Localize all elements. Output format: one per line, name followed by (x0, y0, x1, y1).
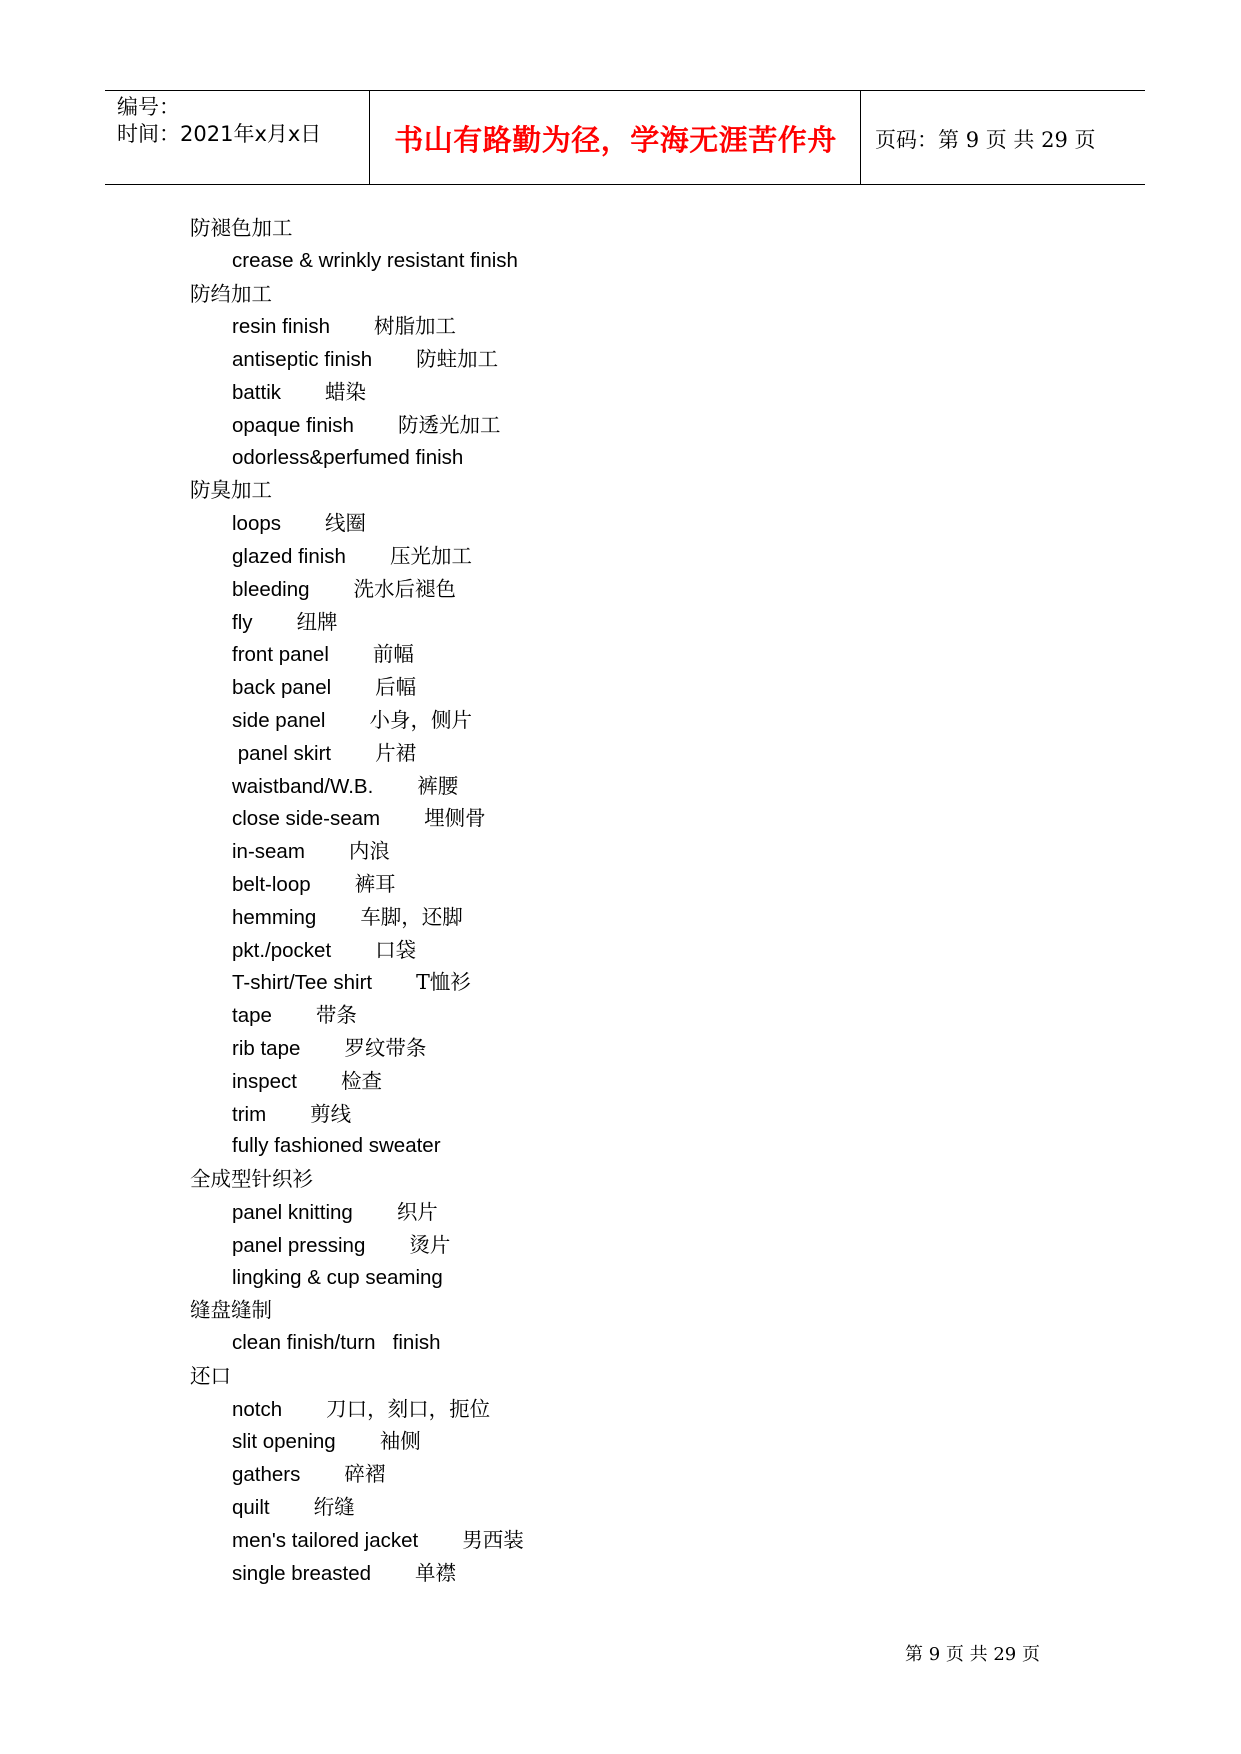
glossary-entry (0, 343, 1241, 376)
english-term: inspect (232, 1069, 297, 1093)
english-term: crease & wrinkly resistant finish (232, 248, 518, 272)
english-term: bleeding (232, 577, 310, 601)
chinese-translation: T恤衫 (416, 970, 471, 995)
english-term: odorless&perfumed finish (232, 445, 464, 469)
number-label: 编号： (117, 95, 180, 119)
chinese-translation: 蜡染 (325, 379, 366, 404)
english-term: loops (232, 512, 282, 536)
page-label-suffix: 页 (1074, 128, 1096, 152)
english-term: belt-loop (232, 872, 311, 896)
glossary-entry (0, 606, 1241, 639)
chinese-translation: 片裙 (375, 740, 417, 765)
glossary-entry (0, 802, 1241, 835)
glossary-entry (0, 671, 1241, 704)
chinese-term: 还口 (190, 1363, 231, 1388)
glossary-entry (0, 1425, 1241, 1458)
glossary-entry (0, 376, 1241, 409)
chinese-translation: 织片 (396, 1199, 438, 1224)
glossary-term-chinese (0, 474, 1241, 507)
chinese-term: 防绉加工 (190, 281, 272, 306)
english-term: rib tape (232, 1036, 301, 1060)
chinese-translation: 单襟 (415, 1560, 457, 1585)
time-label: 时间：2021年x月x日 (117, 122, 322, 146)
chinese-translation: 烫片 (409, 1232, 451, 1257)
english-term: hemming (232, 905, 317, 929)
chinese-translation: 防透光加工 (397, 412, 501, 437)
glossary-entry (0, 901, 1241, 934)
english-term: waistband/W.B. (232, 774, 374, 798)
glossary-list (0, 212, 1241, 1589)
chinese-translation: 埋侧骨 (424, 806, 486, 831)
chinese-translation: 检查 (340, 1068, 382, 1093)
header-divider (860, 91, 861, 184)
glossary-entry (0, 835, 1241, 868)
header-motto: 书山有路勤为径，学海无涯苦作舟 (394, 123, 837, 157)
chinese-translation: 碎褶 (344, 1462, 386, 1487)
chinese-term: 防臭加工 (190, 478, 272, 503)
chinese-translation: 前幅 (372, 642, 414, 667)
glossary-entry (0, 507, 1241, 540)
english-term: front panel (232, 643, 329, 667)
glossary-entry (0, 1393, 1241, 1426)
page-label-mid: 页 共 (985, 128, 1035, 152)
glossary-entry (0, 1262, 1241, 1295)
english-term: single breasted (232, 1561, 372, 1585)
chinese-translation: 带条 (315, 1003, 357, 1028)
glossary-term-chinese (0, 278, 1241, 311)
english-term: opaque finish (232, 413, 354, 437)
english-term: lingking & cup seaming (232, 1265, 443, 1289)
english-term: clean finish/turn finish (232, 1331, 441, 1355)
english-term: notch (232, 1397, 283, 1421)
english-term: panel knitting (232, 1200, 353, 1224)
english-term: close side-seam (232, 807, 381, 831)
chinese-translation: 刀口，刻口，扼位 (326, 1396, 491, 1421)
glossary-entry (0, 1130, 1241, 1163)
glossary-entry (0, 966, 1241, 999)
english-term: slit opening (232, 1430, 336, 1454)
glossary-term-chinese (0, 1163, 1241, 1196)
glossary-entry (0, 1557, 1241, 1590)
glossary-entry (0, 868, 1241, 901)
chinese-translation: 内浪 (348, 839, 390, 864)
english-term: panel skirt (232, 741, 332, 765)
glossary-entry (0, 540, 1241, 573)
page-label-prefix: 页码：第 (875, 128, 959, 152)
glossary-entry (0, 1458, 1241, 1491)
english-term: trim (232, 1102, 267, 1126)
english-term: panel pressing (232, 1233, 366, 1257)
chinese-translation: 绗缝 (313, 1495, 355, 1520)
chinese-translation: 袖侧 (379, 1429, 421, 1454)
glossary-entry (0, 934, 1241, 967)
english-term: antiseptic finish (232, 348, 373, 372)
glossary-entry (0, 1327, 1241, 1360)
glossary-entry (0, 638, 1241, 671)
glossary-entry (0, 1524, 1241, 1557)
glossary-entry (0, 442, 1241, 475)
chinese-translation: 树脂加工 (374, 314, 456, 339)
english-term: glazed finish (232, 544, 346, 568)
english-term: tape (232, 1004, 272, 1028)
glossary-entry (0, 1065, 1241, 1098)
glossary-entry (0, 409, 1241, 442)
chinese-translation: 压光加工 (389, 543, 472, 568)
chinese-translation: 后幅 (375, 675, 417, 700)
glossary-entry (0, 737, 1241, 770)
glossary-entry (0, 573, 1241, 606)
chinese-translation: 男西装 (462, 1527, 524, 1552)
chinese-translation: 防蛀加工 (416, 347, 499, 372)
english-term: battik (232, 380, 281, 404)
chinese-translation: 车脚，还脚 (360, 904, 463, 929)
english-term: side panel (232, 708, 326, 732)
glossary-entry (0, 1491, 1241, 1524)
glossary-entry (0, 1098, 1241, 1131)
chinese-translation: 裤耳 (354, 871, 396, 896)
chinese-translation: 口袋 (375, 937, 417, 962)
chinese-translation: 纽牌 (296, 609, 338, 634)
english-term: men's tailored jacket (232, 1528, 419, 1552)
english-term: T-shirt/Tee shirt (232, 971, 373, 995)
chinese-translation: 小身，侧片 (369, 707, 472, 732)
chinese-translation: 线圈 (325, 511, 367, 536)
chinese-translation: 裤腰 (417, 773, 459, 798)
english-term: resin finish (232, 315, 330, 339)
english-term: gathers (232, 1463, 301, 1487)
glossary-entry (0, 1032, 1241, 1065)
glossary-entry (0, 245, 1241, 278)
glossary-entry (0, 999, 1241, 1032)
glossary-entry (0, 310, 1241, 343)
glossary-entry (0, 1229, 1241, 1262)
glossary-entry (0, 770, 1241, 803)
header-divider (369, 91, 370, 184)
chinese-term: 防褪色加工 (190, 216, 293, 240)
chinese-translation: 剪线 (310, 1101, 352, 1126)
page-footer: 第 9 页 共 29 页 (905, 1644, 1040, 1665)
glossary-entry (0, 704, 1241, 737)
page-header (105, 90, 1145, 185)
english-term: quilt (232, 1496, 270, 1520)
chinese-term: 缝盘缝制 (190, 1298, 272, 1323)
english-term: pkt./pocket (232, 938, 332, 962)
glossary-term-chinese (0, 212, 1241, 245)
glossary-entry (0, 1196, 1241, 1229)
glossary-term-chinese (0, 1360, 1241, 1393)
glossary-term-chinese (0, 1294, 1241, 1327)
english-term: fly (232, 610, 253, 634)
header-meta (117, 94, 321, 148)
chinese-term: 全成型针织衫 (190, 1167, 313, 1192)
chinese-translation: 罗纹带条 (344, 1035, 427, 1060)
english-term: in-seam (232, 840, 305, 864)
page-total: 29 (1041, 128, 1068, 152)
chinese-translation: 洗水后褪色 (353, 576, 457, 601)
page-current: 9 (965, 128, 980, 152)
english-term: fully fashioned sweater (232, 1134, 441, 1158)
header-page-info (875, 124, 1096, 154)
english-term: back panel (232, 676, 332, 700)
